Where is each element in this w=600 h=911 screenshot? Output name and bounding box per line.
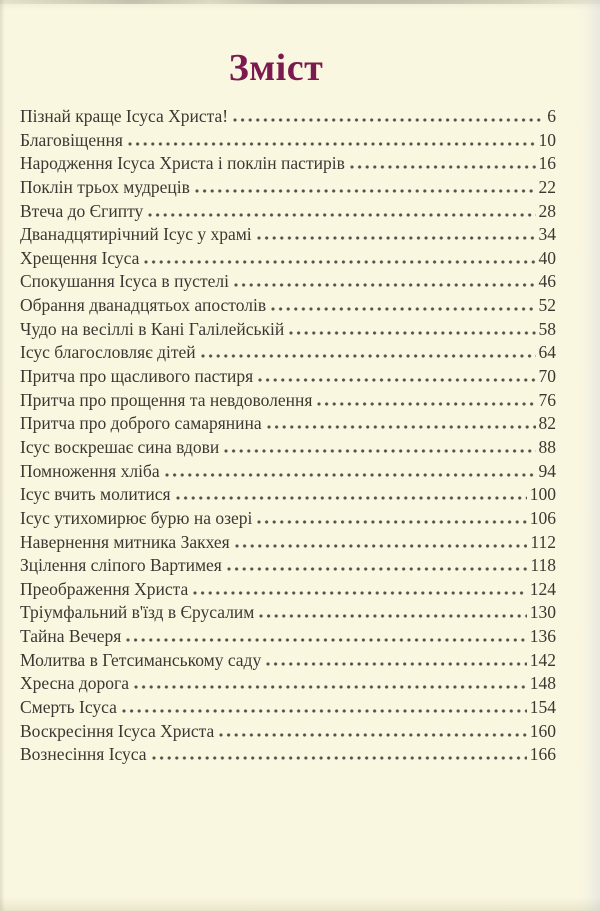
toc-entry-title: Пізнай краще Ісуса Христа! [20,106,229,126]
toc-entry-title: Вознесіння Ісуса [20,744,147,765]
toc-entry-page-number: 154 [529,697,556,718]
toc-entry [20,153,556,177]
toc-entry-title: Ісус утихомирює бурю на озері [20,507,253,528]
toc-entry-page-number: 70 [538,366,556,387]
toc-entry-title: Обрання дванадцятьох апостолів [20,295,267,316]
toc-entry-page-number: 148 [529,673,556,694]
toc-entry-page-number: 58 [538,318,556,339]
toc-entry-title: Притча про прощення та невдоволення [20,389,313,410]
dot-leader [227,567,528,571]
toc-entry-title: Тайна Вечеря [20,626,122,647]
dot-leader [128,142,536,146]
dot-leader [193,591,526,595]
toc-entry-page-number: 166 [529,744,556,765]
toc-entry-page-number: 142 [529,649,556,670]
toc-entry-page-number: 64 [538,342,556,363]
toc-entry [20,650,556,674]
dot-leader [271,307,535,311]
toc-entry-page-number: 22 [538,176,556,197]
dot-leader [257,520,526,524]
dot-leader [235,544,528,548]
toc-entry-page-number: 88 [538,436,556,457]
toc-entry-page-number: 124 [529,578,556,599]
toc-entry-title: Спокушання Ісуса в пустелі [20,271,229,292]
toc-entry-page-number: 82 [538,413,556,434]
toc-entry [20,130,556,154]
toc-entry [20,697,556,721]
dot-leader [134,685,527,689]
dot-leader [266,662,527,666]
toc-entry-page-number: 52 [538,295,556,316]
dot-leader [126,638,526,642]
toc-entry-title: Смерть Ісуса [20,697,117,718]
toc-entry [20,177,556,201]
toc-entry-page-number: 94 [538,460,556,481]
toc-entry-page-number: 118 [530,555,556,576]
toc-entry [20,555,556,579]
toc-entry [20,201,556,225]
dot-leader [195,189,536,193]
toc-entry-page-number: 40 [538,247,556,268]
toc-entry-page-number: 112 [530,531,556,552]
dot-leader [219,733,526,737]
toc-entry-title: Ісус вчить молитися [20,484,171,505]
toc-entry-page-number: 100 [529,484,556,505]
dot-leader [122,709,527,713]
dot-leader [144,260,535,264]
dot-leader [201,354,536,358]
toc-entry-page-number: 6 [547,106,556,126]
toc-entry [20,484,556,508]
toc-entry [20,626,556,650]
toc-entry-page-number: 16 [538,153,556,174]
toc-entry [20,508,556,532]
toc-entry-title: Народження Ісуса Христа і поклін пастирів [20,153,345,174]
toc-entry [20,342,556,366]
toc-entry [20,437,556,461]
toc-entry-title: Навернення митника Закхея [20,531,230,552]
dot-leader [267,425,536,429]
toc-entry-title: Ісус благословляє дітей [20,342,196,363]
toc-entry-page-number: 10 [538,129,556,150]
toc-entry-title: Втеча до Єгипту [20,200,144,221]
toc-entry-page-number: 130 [529,602,556,623]
toc-entry-title: Ісус воскрешає сина вдови [20,436,220,457]
toc-entry-title: Притча про доброго самарянина [20,413,262,434]
toc-entry-page-number: 160 [529,720,556,741]
dot-leader [259,614,526,618]
toc-entry [20,271,556,295]
toc-entry [20,673,556,697]
toc-entry [20,319,556,343]
toc-entry-title: Хрещення Ісуса [20,247,140,268]
toc-entry [20,721,556,745]
toc-entry [20,461,556,485]
dot-leader [258,378,535,382]
toc-entry-page-number: 76 [538,389,556,410]
toc-entry [20,248,556,272]
toc-entry-title: Чудо на весіллі в Кані Галілейській [20,318,285,339]
toc-entry-title: Поклін трьох мудреців [20,176,190,197]
toc-entry [20,579,556,603]
dot-leader [152,756,527,760]
dot-leader [289,331,535,335]
dot-leader [224,449,535,453]
toc-entry-page-number: 136 [529,626,556,647]
toc-entry-page-number: 34 [538,224,556,245]
toc-entry [20,744,556,768]
toc-entry-title: Зцілення сліпого Вартимея [20,555,222,576]
dot-leader [234,283,536,287]
toc-entry [20,366,556,390]
dot-leader [257,236,536,240]
toc-list [20,106,556,768]
toc-entry [20,390,556,414]
toc-entry-title: Преображення Христа [20,578,189,599]
toc-entry [20,413,556,437]
toc-entry-title: Помноження хліба [20,460,160,481]
dot-leader [317,402,535,406]
toc-entry [20,224,556,248]
dot-leader [176,496,527,500]
toc-entry-page-number: 106 [529,507,556,528]
toc-entry-title: Хресна дорога [20,673,129,694]
toc-entry-page-number: 46 [538,271,556,292]
toc-title: Зміст [228,47,324,89]
dot-leader [148,213,535,217]
toc-entry [20,106,556,130]
toc-entry-title: Благовіщення [20,129,123,150]
dot-leader [165,473,536,477]
toc-entry-title: Тріумфальний в'їзд в Єрусалим [20,602,255,623]
toc-entry [20,532,556,556]
toc-entry-page-number: 28 [538,200,556,221]
page-top-edge-shadow [0,0,600,4]
toc-entry-title: Дванадцятирічний Ісус у храмі [20,224,252,245]
toc-entry [20,295,556,319]
dot-leader [233,118,544,122]
toc-entry-title: Притча про щасливого пастиря [20,366,254,387]
toc-entry [20,602,556,626]
toc-entry-title: Воскресіння Ісуса Христа [20,720,215,741]
dot-leader [350,165,536,169]
toc-entry-title: Молитва в Гетсиманському саду [20,649,262,670]
